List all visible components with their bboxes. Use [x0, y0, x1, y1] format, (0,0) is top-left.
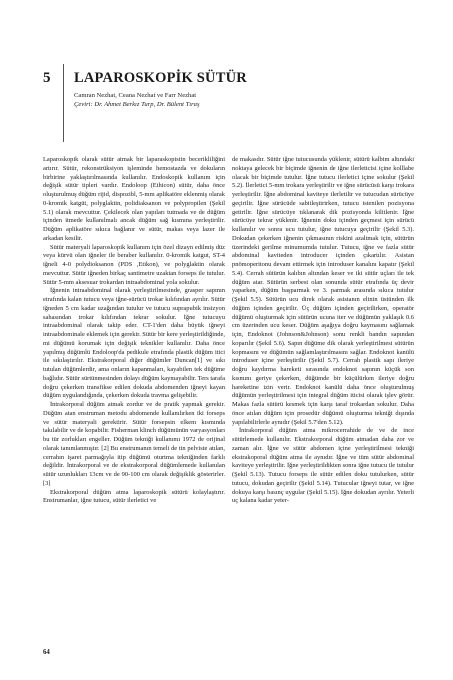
- paragraph: İğnenin intraabdominal olarak yerleştirilmesinde, grasper sapının etrafında kalan tutucu veya iğne-sürücü trokar kılıfından ayrılır. Sütür iğneden 5 cm kadar uzağından tutulur ve tutucu suprapubik insizyon sahasından trokar kılıfından tekrar sokulur. İğne tutucuyu intraabdominal olarak takip eder. CT-1'den daha büyük iğneyi intraabdominale eklemek için gerekir. Sütür bir kere yerleştirildiğinde, mi düğümü korumak için değişik teknikler kullanılır. Daha önce yapılmış düğümlü Endoloop'da pedikule etrafında plastik düğüm itici ile sıkılaştırılır. Ekstrakorporal diğer düğümler Duncan[1] ve sıkı tutulan düğümlerdir, ama onların kapanmaları, kayabilen tek düğüme bağlıdır. Sütür sürtünmesinden dolayı düğüm kaymayabilir. Ters tarafa doğru çekerken transfikse edilen dokuda abdomenden iğneyi kayan düğüm uygulandığında, çekerken dokuda travma gelişebilir.: [43, 287, 225, 400]
- chapter-number: 5: [43, 70, 51, 86]
- paragraph: Sütür materyali laparoskopik kullanım için özel dizayn edilmiş düz veya kürvü olan iğneler ile beraber kullanılır. 0-kromik katgut, ST-4 iğneli 4-0 polydioksanon (PDS ,Etikon), ve polyglaktin olarak mevcuttur. Sütür iğneden birkaç santimetre uzaktan forseps ile tutulur. Sütür 5-mm aksesuar trokardan intraabdominal yola sokulur.: [43, 243, 225, 286]
- right-column: [232, 156, 414, 506]
- chapter-title: LAPAROSKOPİK SÜTÜR: [74, 70, 247, 86]
- page-number: 64: [43, 649, 50, 656]
- authors: Camran Nezhat, Ceana Nezhat ve Farr Nezhat: [74, 92, 197, 99]
- paragraph: İntrakorporal düğüm atma mikrocerrahide de ve de ince sütürlemede kullanılır. Ekstrakorporal düğüm atmadan daha zor ve zaman alır. İğne ve sütür abdomen içine yerleştirilmesi tekniği ekstrakoporal düğüm atma ile aynıdır. İğne ve tüm sütür abdominal kaviteye yerleştirilir. İğne yerleştirildikten sonra iğne tutucu ile tutulur (Şekil 5.13). Tutucu forseps ile sütür edilen doku tutulurken, sütür tutucu, dokudan geçirilir (Şekil 5.14). Tutucular iğneyi tutar, ve iğne dokuya karşı basınç uygular (Şekil 5.15). İğne dokudan ayrılır. Yeterli uç kalana kadar yeter-: [232, 427, 414, 505]
- chapter-credits: [74, 92, 200, 109]
- paragraph: İntrakorporal düğüm atmak zordur ve de pratik yapmak gerekir. Düğüm atan enstruman metodu abdomende kullanılırken iki forseps ve sütür materyali gerektirir. Sütür forsepsin elkem kısmında takılabilir ve de kopabilir. Fisherman klinch düğümünün varyasyonları bu tür zorlukları engeller. Düğüm tekniği kullanımı 1972 de orijinal olarak tanımlanmıştır. [2] Bu enstrumanın temeli de tin pelviste atılan, cerrahın işaret parmağıyla itip düğümü oturtma tekniğinden farklı değildir. İntrakorporal ve de ekstrakorporal düğümlemede kullanılan sütür uzunlukları 13cm ve de 90-100 cm olarak değişiklik gösterirler. [3]: [43, 401, 226, 487]
- left-column: [43, 156, 225, 506]
- paragraph: Laparoskopik olarak sütür atmak bir laparaskopistin becerikliliğini artırır. Sütür, rekonstrüksiyon işleminde hemostazda ve dokuların birbirine yaklaştırılmasında kullanılır. Endoskopik kullanım için değişik sütür tipleri vardır. Endoloop (Ethicon) sütür, daha önce oluşturulmuş düğüm rijid, dispozibl, 5-mm aplikatöre eklenmiş olarak 0-kromik katgüt, polyglaktin, polidiaksanon ve polypropilen (Şekil 5.1) olarak mevcuttur. Çekilecek olan yapıları tutmada ve de düğüm içinden itmede kullanılmalı ancak düğüm sağ kısmına yerleştirilir. Düğüm aplikatöre sıkıca bağlanır ve sütür, makas veya lazer ile arkadan kesilir.: [43, 156, 225, 242]
- paragraph: Ekstrakorporal düğüm atma laparoskopik sütürü kolaylaştırır. Enstrumanlar, iğne tutucu, sütür ilerletici ve: [43, 488, 225, 505]
- translators: Çeviri: Dr. Ahmet Berkız Turp, Dr. Bülent Tıraş: [74, 100, 200, 108]
- paragraph: de makasdır. Sütür iğne tutucusunda yüklenir, sütürü kalbim altındaki noktaya gelecek bir biçimde iğnenin de iğne ilerleticisi içine kolllabe olacak bir biçimde tutulur. İğne tutucu ilerletici içine sokulur (Şekil 5.2). İlerletici 5-mm trokara yerleştirilir ve iğne sürücüsü karşı trokara yerleştirilir. İğne abdominal kaviteye ilerletilir ve tutucudan sürücüye geçirilir. İğne sürücüde sabitleştirirken, tutucu istenilen pozisyona getirilir. İğne sürücüye tıklanarak dik pozisyonda kilitlenir. İğne sürücüye tekrar yüklenir. İğnenin doku içinden geçmesi için sürücü kullanılır ve sonra ucu tutulur, iğne tutucuya geçirilir (Şekil 5.3). Dokudan çekerken iğnenin çıkmasının riskini azaltmak için, sütürün üzerindeki gerilme minumumda tutulur. Tutucu, iğne ve fazla sütür abdominal kaviteden introducer içinden çıkartılır. Asistan pnömoperitonu devam ettirmek için introduser kanalını kapatır (Şekil 5.4). Cerrah sütürün kalıbın altından keser ve iki sütür uçları ile tek düğüm atar. Sütürün serbest olan sonunda sütür etrafında üç devir yaparken, düğüm başparmak ve 3. parmak arasında sıkıca tutulur (Şekil 5.5). Sütürün ucu direk olarak asistanın elinin üstünden ilk düğüm içinden geçirilir. Üç düğüm içinden geçirilirken, operatör düğümü oluşturmak için sütürün ucuna iter ve düğümün yaklaşık 0.6 cm üzerinden ucu keser. Düğüm aşağıya doğru kaymasını sağlamak için, Endoknot (Johnson&Johnson) sonu renkli bandın sapından koparılır (Şekil 5.6). Sapın düğüme dik olarak yerleştirilmesi sütürün kopmasını ve düğümün sağlamlaştırılmasını sağlar. Endoknot kanülü introduser içine yerleştirilir (Şekil 5.7). Cerrah plastik sapı ileriye doğru kaydırma hareketi sırasında endoknot sapının küçük son kısmını geriye çekerken, düğümde bir küçülürken ileriye doğru hareketine izin verir. Endoknot kanülü daha önce oluşturulmuş düğümün yerleştirilmesi için integral düğüm iticisi olarak işlev görür. Makas fazla sütürü kesmek için karşı taraf trokardan sokulur. Daha önce atılan düğüm için prosedür düğümü oluşturma tekniği dışında yapılabilirlerle aynıdır (Şekil 5.7'den 5.12).: [232, 156, 414, 426]
- chapter-divider: [63, 64, 64, 142]
